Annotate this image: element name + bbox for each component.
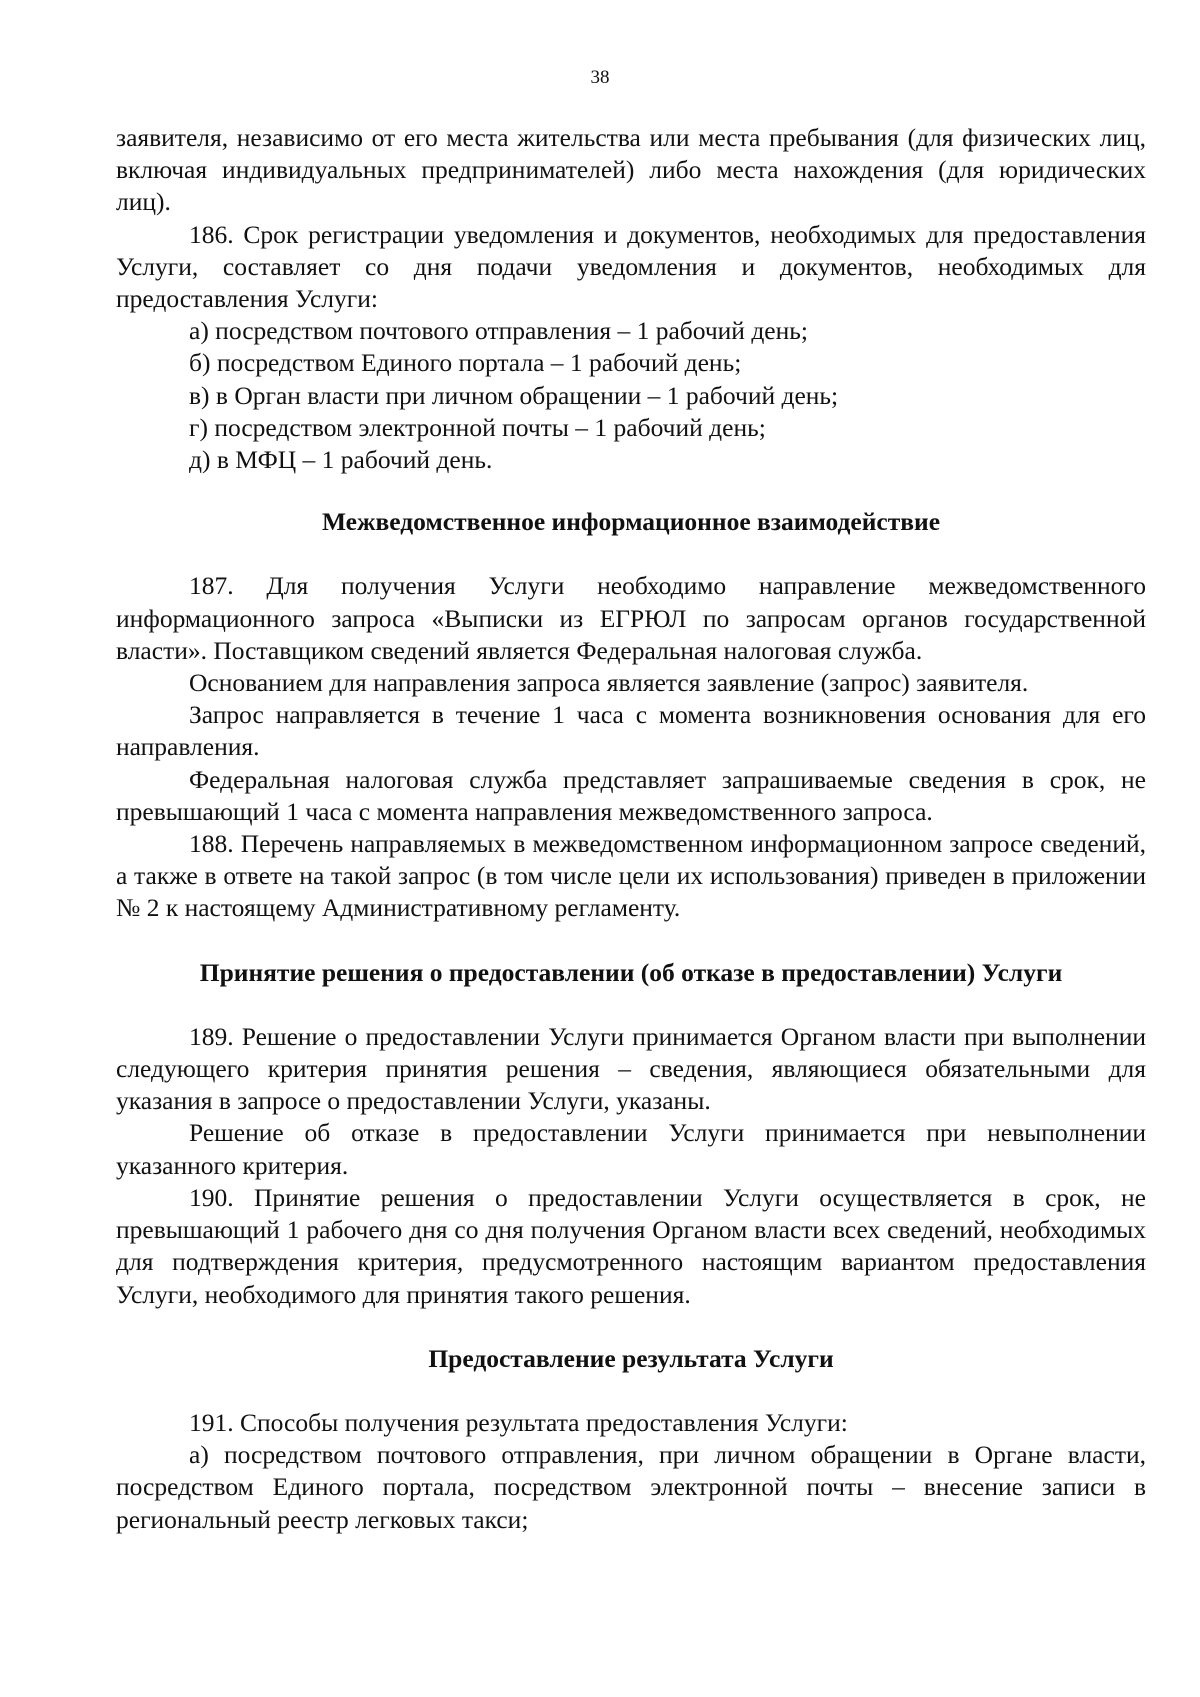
list-item-186d: г) посредством электронной почты – 1 рабочий день;: [189, 412, 766, 442]
paragraph-187-timing: Запрос направляется в течение 1 часа с момента возникновения основания для его направления.: [116, 700, 1146, 762]
paragraph-189: 189. Решение о предоставлении Услуги принимается Органом власти при выполнении следующего критерия принятия решения – сведения, являющиеся обязательными для указания в запросе о предоставлении Услуги, указаны.: [116, 1021, 1146, 1116]
list-item-191a: а) посредством почтового отправления, при личном обращении в Органе власти, посредством Единого портала, посредством электронной почты – внесение записи в региональный реестр легковых такси;: [116, 1440, 1146, 1534]
paragraph-187-fns: Федеральная налоговая служба представляет запрашиваемые сведения в срок, не превышающий 1 часа с момента направления межведомственного запроса.: [116, 764, 1146, 826]
section-heading-decision: Принятие решения о предоставлении (об отказе в предоставлении) Услуги: [199, 957, 1063, 987]
list-item-186e: д) в МФЦ – 1 рабочий день.: [189, 445, 493, 475]
section-heading-result: Предоставление результата Услуги: [428, 1343, 834, 1373]
paragraph-continuation: заявителя, независимо от его места жительства или места пребывания (для физических лиц, включая индивидуальных предпринимателей) либо места нахождения (для юридических лиц).: [116, 123, 1146, 217]
paragraph-189-refusal: Решение об отказе в предоставлении Услуги принимается при невыполнении указанного критерия.: [116, 1118, 1146, 1180]
paragraph-188: 188. Перечень направляемых в межведомственном информационном запросе сведений, а также в ответе на такой запрос (в том числе цели их использования) приведен в приложении № 2 к настоящему Административному регламенту.: [116, 829, 1146, 923]
page-number: 38: [590, 67, 610, 88]
paragraph-191: 191. Способы получения результата предоставления Услуги:: [189, 1407, 848, 1437]
section-heading-interagency: Межведомственное информационное взаимодействие: [321, 507, 941, 537]
list-item-186b: б) посредством Единого портала – 1 рабочий день;: [189, 348, 742, 378]
paragraph-190: 190. Принятие решения о предоставлении Услуги осуществляется в срок, не превышающий 1 рабочего дня со дня получения Органом власти всех сведений, необходимых для подтверждения критерия, предусмотренного настоящим вариантом предоставления Услуги, необходимого для принятия такого решения.: [116, 1182, 1146, 1309]
paragraph-186: 186. Срок регистрации уведомления и документов, необходимых для предоставления Услуги, составляет со дня подачи уведомления и документов, необходимых для предоставления Услуги:: [116, 219, 1146, 314]
paragraph-187-basis: Основанием для направления запроса является заявление (запрос) заявителя.: [189, 668, 1029, 698]
list-item-186a: а) посредством почтового отправления – 1 рабочий день;: [189, 316, 808, 346]
paragraph-187: 187. Для получения Услуги необходимо направление межведомственного информационного запроса «Выписки из ЕГРЮЛ по запросам органов государственной власти». Поставщиком сведений является Федеральная налоговая служба.: [116, 571, 1146, 665]
document-body: [116, 122, 1146, 1536]
list-item-186c: в) в Орган власти при личном обращении – 1 рабочий день;: [189, 380, 839, 410]
